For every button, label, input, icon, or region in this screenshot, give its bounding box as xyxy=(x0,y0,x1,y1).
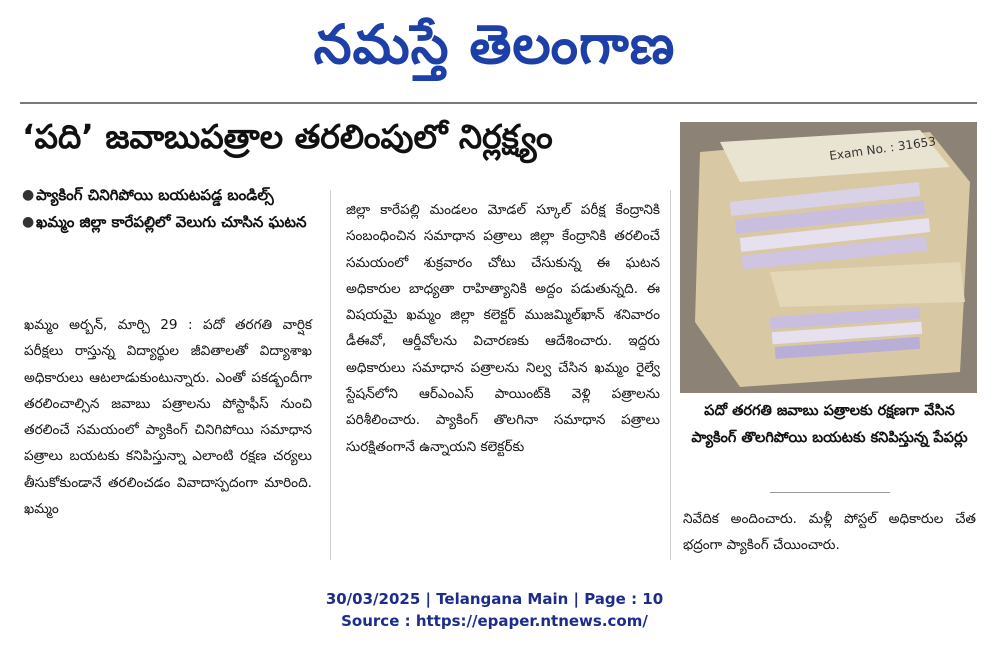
bullet-dot-icon: ● xyxy=(22,187,35,203)
news-photo xyxy=(680,122,977,393)
column-divider xyxy=(330,190,331,560)
photo-illustration xyxy=(680,122,977,393)
bullet-text: ప్యాకింగ్ చినిగిపోయి బయటపడ్డ బండిల్స్ xyxy=(36,186,274,204)
photo-caption: పదో తరగతి జవాబు పత్రాలకు రక్షణగా వేసిన ప్యాకింగ్ తొలగిపోయి బయటకు కనిపిస్తున్న పేపర్లు xyxy=(691,403,968,446)
bullet-text: ఖమ్మం జిల్లా కారేపల్లిలో వెలుగు చూసిన ఘటన xyxy=(36,213,307,231)
bullet-list xyxy=(22,183,322,237)
bullet-item xyxy=(22,210,322,235)
bullet-dot-icon: ● xyxy=(22,214,35,230)
article-column-3: నివేదిక అందించారు. మళ్లీ పోస్టల్ అధికారుల చేత భద్రంగా ప్యాకింగ్ చేయించారు. xyxy=(683,511,976,554)
column-divider xyxy=(670,190,671,560)
article-headline: ‘పది’ జవాబుపత్రాల తరలింపులో నిర్లక్ష్యం xyxy=(22,117,553,156)
masthead-rule xyxy=(20,102,977,104)
article-column-2: జిల్లా కారేపల్లి మండలం మోడల్ స్కూల్ పరీక్ష కేంద్రానికి సంబంధించిన సమాధాన పత్రాలు జిల్లా కేంద్రానికి తరలించే సమయంలో శుక్రవారం చోటు చేసుకున్న ఈ ఘటన అధికారుల బాధ్యతా రాహిత్యానికి అద్దం పడుతున్నది. ఈ విషయమై ఖమ్మం జిల్లా కలెక్టర్ ముజమ్మిల్‌ఖాన్ శనివారం డీఈవో, ఆర్డీవోలను విచారణకు ఆదేశించారు. ఇద్దరు అధికారులు సమాధాన పత్రాలను నిల్వ చేసిన ఖమ్మం రైల్వే స్టేషన్‌లోని ఆర్‌ఎంఎస్ పాయింట్‌కి వెళ్లి పత్రాలను పరిశీలించారు. ప్యాకింగ్ తొలగినా సమాధాన పత్రాలు సురక్షితంగానే ఉన్నాయని కలెక్టర్‌కు xyxy=(346,202,660,455)
caption-rule xyxy=(770,492,890,493)
photo-label: Exam No. : 31653 xyxy=(828,134,937,163)
footer-source: Source : https://epaper.ntnews.com/ xyxy=(341,612,648,630)
bullet-item xyxy=(22,183,322,208)
article-column-1: ఖమ్మం అర్బన్, మార్చి 29 : పదో తరగతి వార్షిక పరీక్షలు రాస్తున్న విద్యార్థుల జీవితాలతో విద్యాశాఖ అధికారులు ఆటలాడుకుంటున్నారు. ఎంతో పకడ్బందీగా తరలించాల్సిన జవాబు పత్రాలను పోస్టాఫీస్ నుంచి తరలించే సమయంలో ప్యాకింగ్ చినిగిపోయి సమాధాన పత్రాలు బయటకు కనిపిస్తున్నా ఎలాంటి రక్షణ చర్యలు తీసుకోకుండానే తరలించడం వివాదాస్పదంగా మారింది. ఖమ్మం xyxy=(24,317,312,518)
footer-edition: 30/03/2025 | Telangana Main | Page : 10 xyxy=(325,590,664,608)
masthead-title: నమస్తే తెలంగాణ xyxy=(313,12,676,76)
